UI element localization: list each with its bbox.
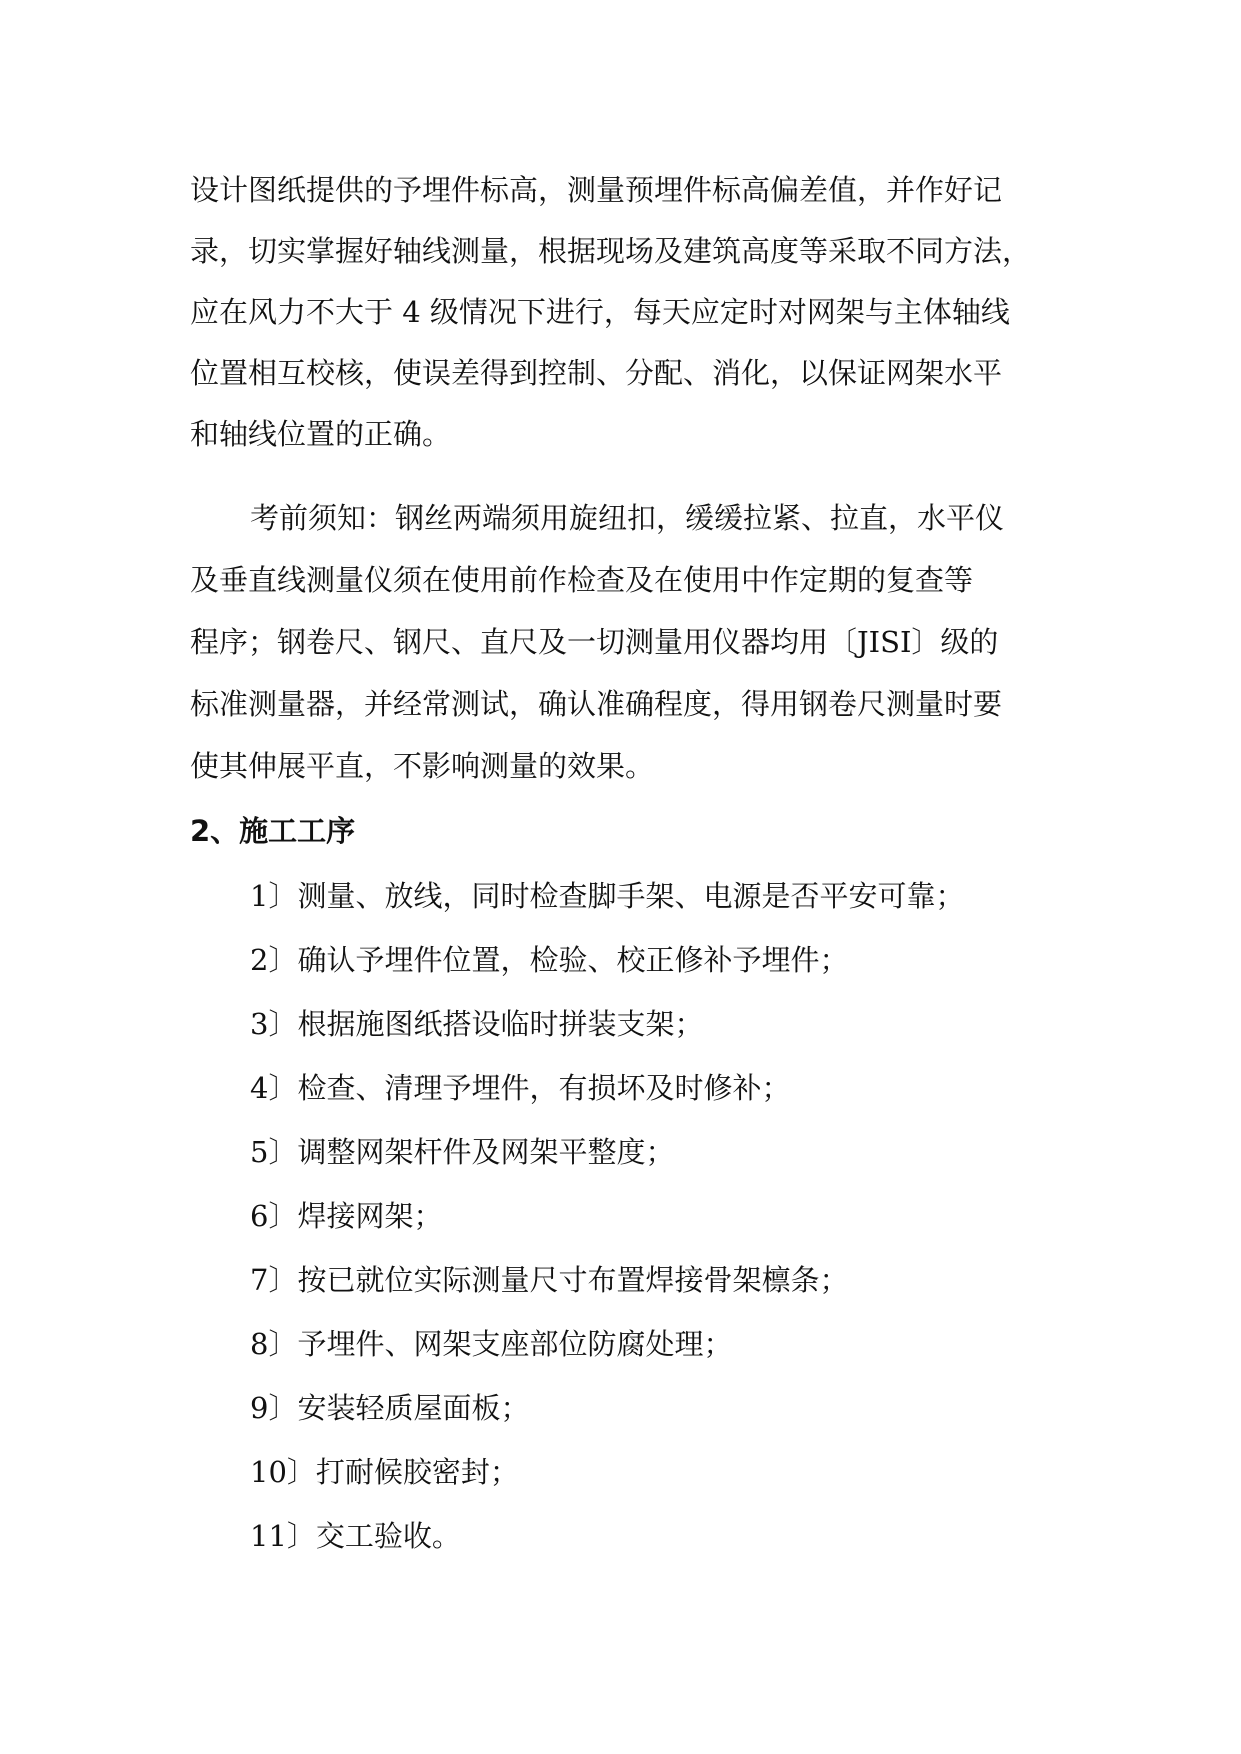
step-item: 9〕安装轻质屋面板； bbox=[250, 1391, 530, 1425]
step-item: 4〕检查、清理予埋件，有损坏及时修补； bbox=[250, 1071, 791, 1105]
paragraph-1-line-3: 应在风力不大于 4 级情况下进行，每天应定时对网架与主体轴线 bbox=[190, 295, 1010, 329]
step-item: 3〕根据施图纸搭设临时拼装支架； bbox=[250, 1007, 704, 1041]
step-item: 1〕测量、放线，同时检查脚手架、电源是否平安可靠； bbox=[250, 879, 965, 913]
step-item: 10〕打耐候胶密封； bbox=[250, 1455, 519, 1489]
section-heading: 2、施工工序 bbox=[190, 814, 356, 848]
step-item: 11〕交工验收。 bbox=[250, 1519, 461, 1553]
step-item: 6〕焊接网架； bbox=[250, 1199, 443, 1233]
paragraph-1-line-5: 和轴线位置的正确。 bbox=[190, 417, 452, 451]
step-item: 7〕按已就位实际测量尺寸布置焊接骨架檩条； bbox=[250, 1263, 849, 1297]
paragraph-2-line-2: 及垂直线测量仪须在使用前作检查及在使用中作定期的复查等 bbox=[190, 563, 974, 597]
paragraph-2-line-5: 使其伸展平直，不影响测量的效果。 bbox=[190, 749, 655, 783]
step-item: 2〕确认予埋件位置，检验、校正修补予埋件； bbox=[250, 943, 849, 977]
paragraph-1-line-2: 录，切实掌握好轴线测量，根据现场及建筑高度等采取不同方法， bbox=[190, 234, 1032, 268]
paragraph-1-line-4: 位置相互校核，使误差得到控制、分配、消化，以保证网架水平 bbox=[190, 356, 1003, 390]
paragraph-2-line-3: 程序；钢卷尺、钢尺、直尺及一切测量用仪器均用〔JISI〕级的 bbox=[190, 625, 999, 659]
step-item: 8〕予埋件、网架支座部位防腐处理； bbox=[250, 1327, 733, 1361]
paragraph-2-line-1: 考前须知：钢丝两端须用旋纽扣，缓缓拉紧、拉直，水平仪 bbox=[250, 501, 1005, 535]
paragraph-2-line-4: 标准测量器，并经常测试，确认准确程度，得用钢卷尺测量时要 bbox=[190, 687, 1003, 721]
paragraph-1-line-1: 设计图纸提供的予埋件标高，测量预埋件标高偏差值，并作好记 bbox=[190, 173, 1003, 207]
step-item: 5〕调整网架杆件及网架平整度； bbox=[250, 1135, 675, 1169]
